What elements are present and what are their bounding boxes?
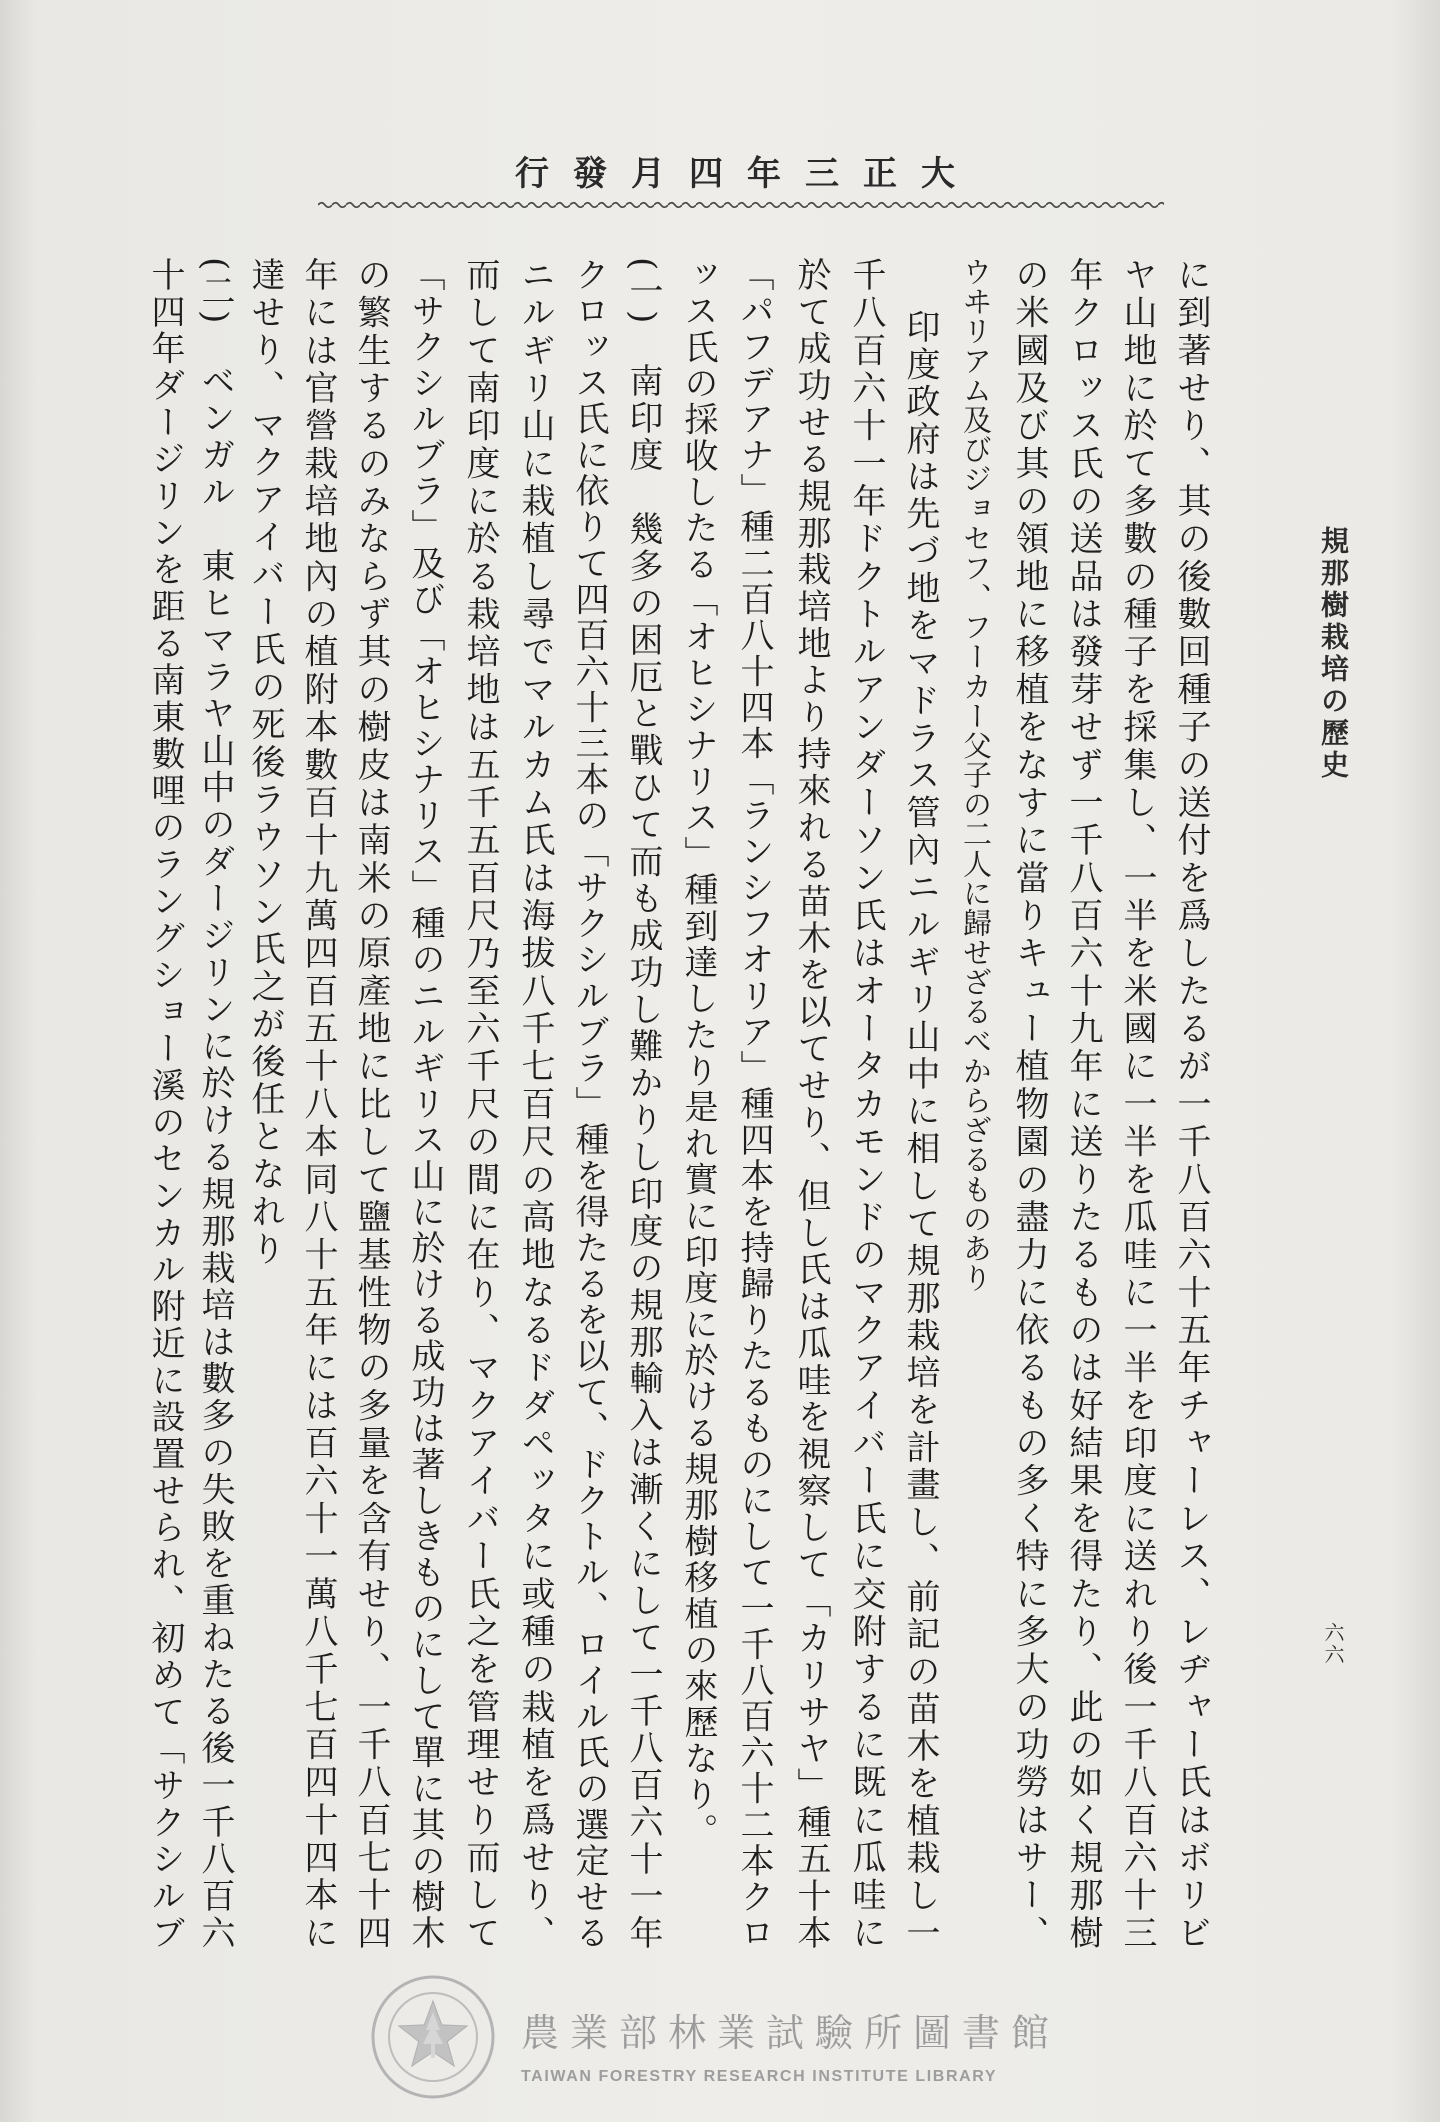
body-column: クロッス氏に依りて四百六十三本の「サクシルブラ」種を得たるを以て、ドクトル、ロイル氏の選定せる — [569, 257, 609, 1949]
body-column: 於て成功せる規那栽培地より持來れる苗木を以てせり、但し氏は瓜哇を視察して「カリサヤ」種五十本 — [791, 257, 831, 1949]
body-column: 年には官營栽培地內の植附本數百十九萬四百五十八本同八十五年には百六十一萬八千七百四十四本に — [298, 257, 338, 1949]
body-column: 十四年ダージリンを距る南東數哩のラングショー溪のセンカル附近に設置せられ、初めて「サクシルブ — [145, 257, 185, 1949]
body-column: 「サクシルブラ」及び「オヒシナリス」種のニルギリス山に於ける成功は著しきものにして單に其の樹木 — [405, 257, 445, 1949]
body-column: の繁生するのみならず其の樹皮は南米の原產地に比して鹽基性物の多量を含有せり、一千八百七十四 — [351, 257, 391, 1949]
body-column: ニルギリ山に栽植し尋でマルカム氏は海拔八千七百尺の高地なるドダペッタに或種の栽植を爲せり、 — [515, 257, 555, 1949]
body-column: に到著せり、其の後數回種子の送付を爲したるが一千八百六十五年チャーレス、レヂャー氏はボリビ — [1171, 257, 1211, 1950]
watermark-library-name-english: TAIWAN FORESTRY RESEARCH INSTITUTE LIBRARY — [521, 2068, 998, 2085]
header-wavy-rule — [318, 198, 1164, 212]
body-column: 而して南印度に於る栽培地は五千五百尺乃至六千尺の間に在り、マクアイバー氏之を管理せり而して — [460, 257, 500, 1950]
body-column: ヤ山地に於て多數の種子を採集し、一半を米國に一半を瓜哇に一半を印度に送れり後一千八百六十三 — [1117, 257, 1157, 1949]
body-column: 達せり、マクアイバー氏の死後ラウソン氏之が後任となれり — [245, 257, 285, 1266]
body-column: 年クロッス氏の送品は發芽せず一千八百六十九年に送りたるものは好結果を得たり、此の如く規那樹 — [1063, 257, 1103, 1949]
body-column-paragraph-start: 印度政府は先づ地をマドラス管內ニルギリ山中に相して規那栽培を計畫し、前記の苗木を植栽し一 — [900, 309, 940, 1949]
body-column: 「パフデアナ」種二百八十四本「ランシフオリア」種四本を持歸りたるものにして一千八百六十二本クロ — [734, 257, 774, 1949]
body-column: ッス氏の採收したる「オヒシナリス」種到達したり是れ實に印度に於ける規那樹移植の來歷なり。 — [678, 257, 718, 1847]
header-publication-line: 大正三年四月發行 — [515, 154, 979, 194]
body-column-section-heading: (二) ベンガル 東ヒマラヤ山中のダージリンに於ける規那栽培は數多の失敗を重ねたる後一千八百六 — [195, 257, 235, 1949]
running-head-title: 規那樹栽培の歷史 — [1317, 526, 1350, 778]
body-column-section-heading: (一) 南印度 幾多の困厄と戰ひて而も成功し難かりし印度の規那輸入は漸くにして一千八百六十一年 — [623, 257, 663, 1949]
body-column: の米國及び其の領地に移植をなすに當りキュー植物園の盡力に依るもの多く特に多大の功勞はサー、 — [1009, 257, 1049, 1949]
body-column: 千八百六十一年ドクトルアンダーソン氏はオータカモンドのマクアイバー氏に交附するに既に瓜哇に — [846, 257, 886, 1949]
page-number: 六六 — [1321, 1622, 1345, 1664]
library-seal-icon — [368, 1972, 498, 2102]
body-column: ウヰリアム及びジョセフ、フーカー父子の二人に歸せざるべからざるものあり — [959, 257, 993, 1292]
watermark-library-name: 農業部林業試驗所圖書館 — [521, 2011, 1061, 2055]
